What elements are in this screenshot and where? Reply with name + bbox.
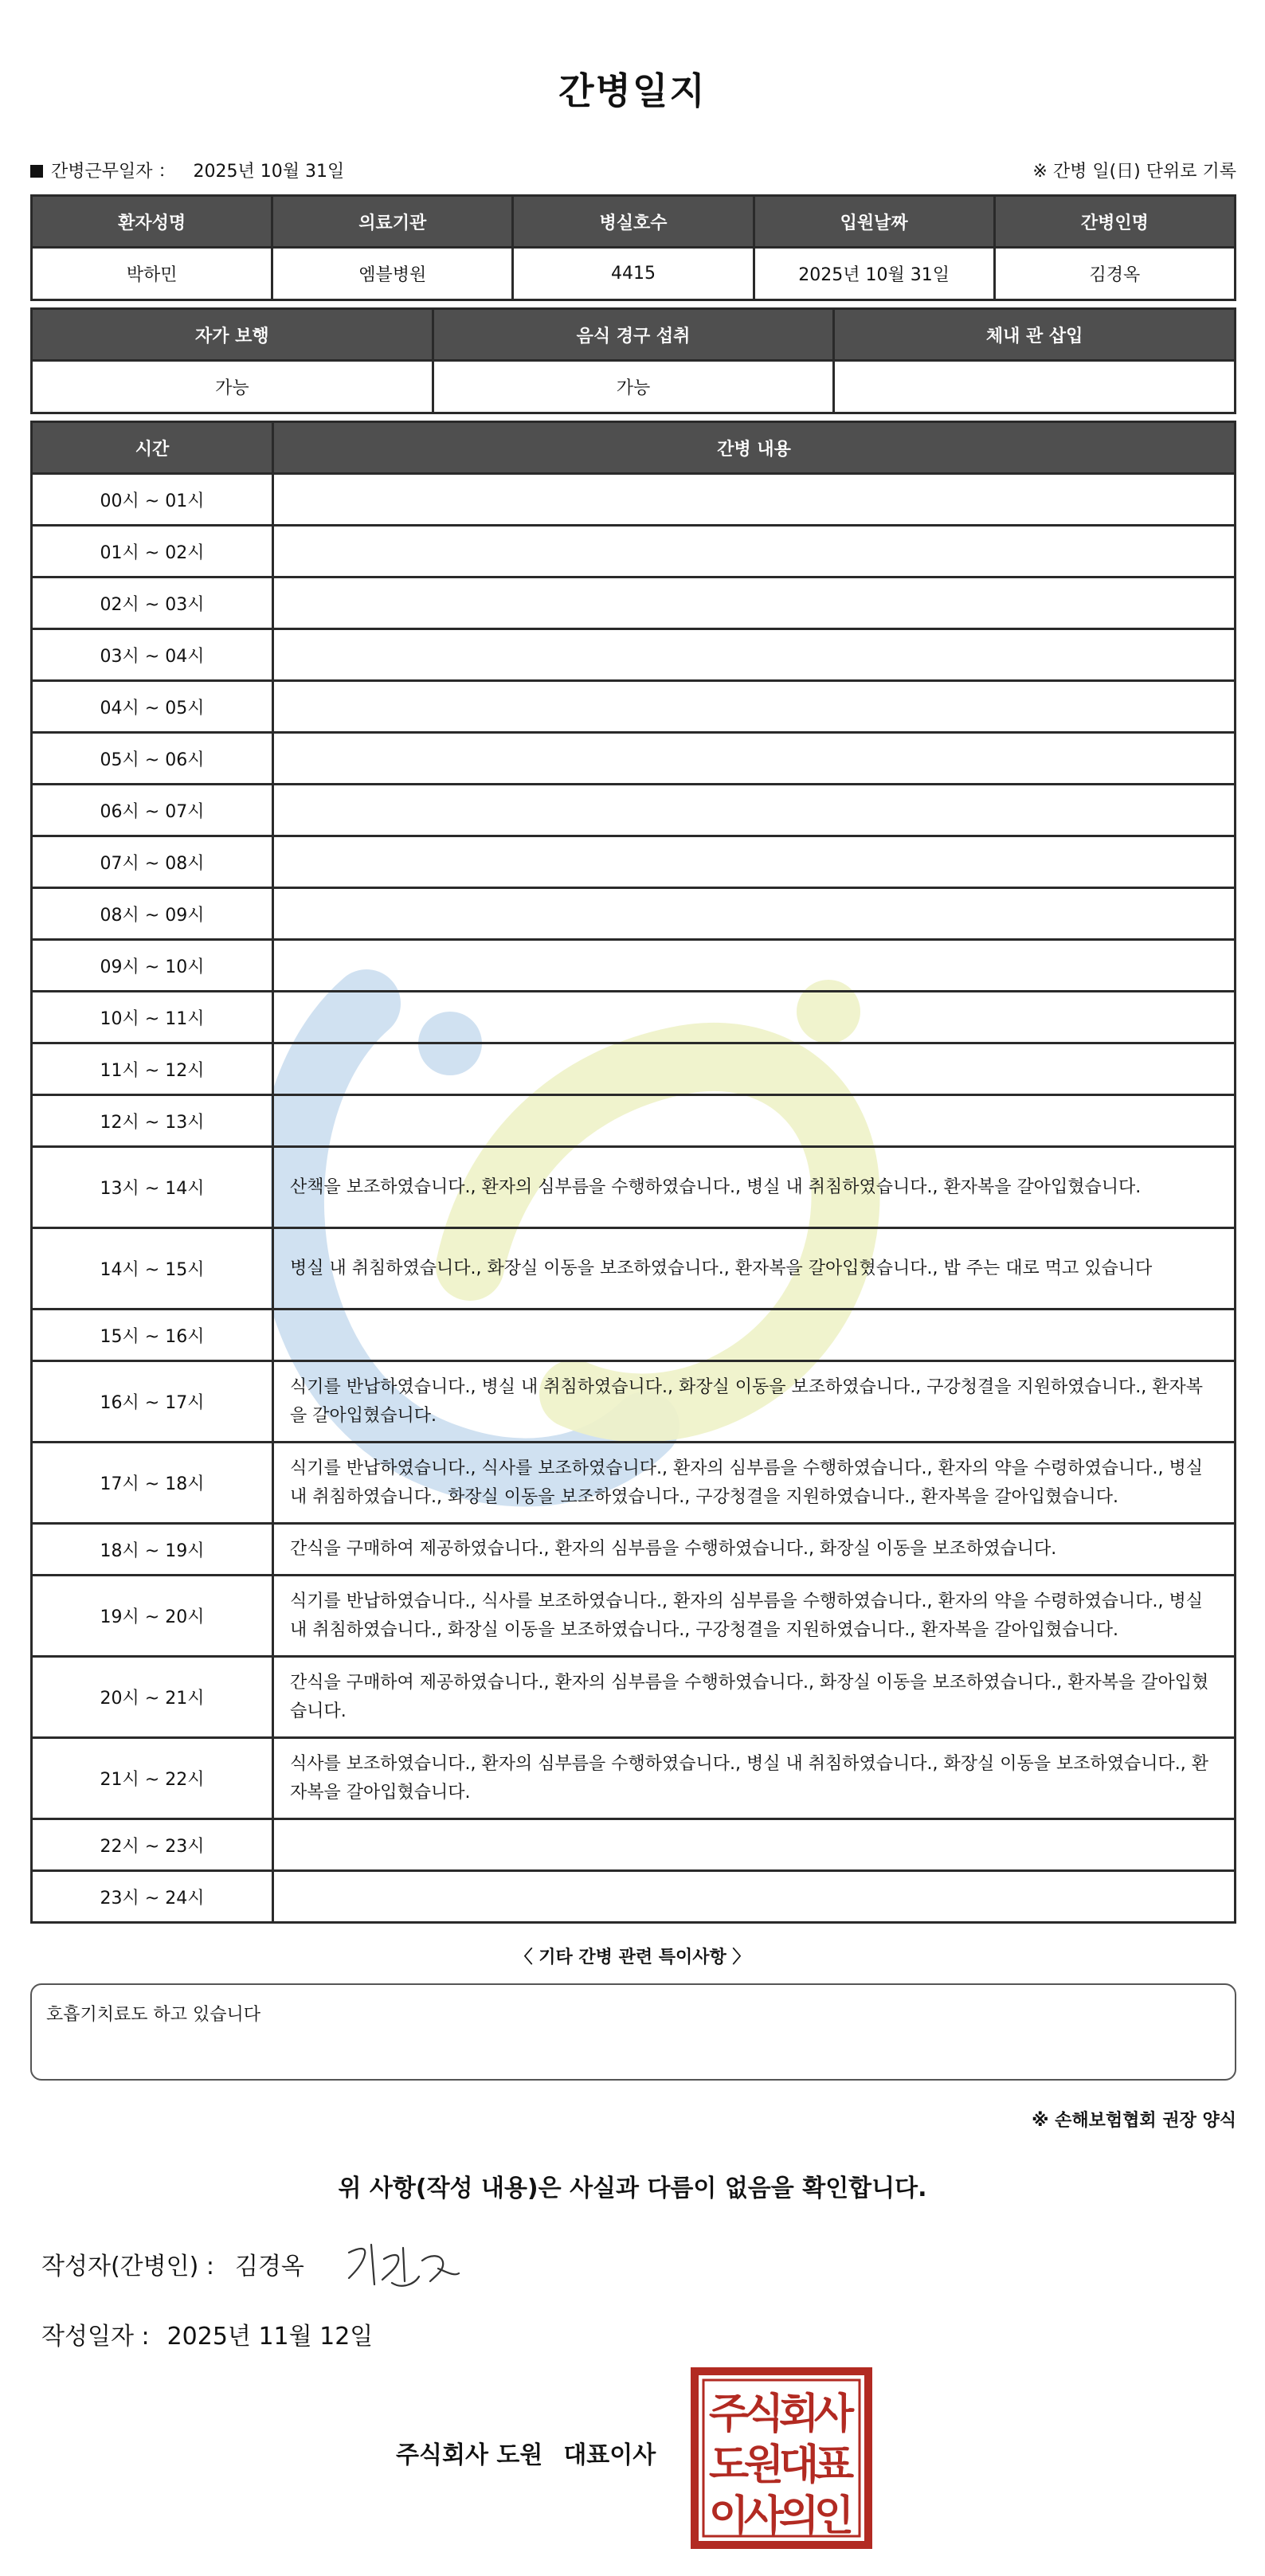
caregiver-name: 김경옥 (994, 248, 1235, 300)
written-date-label: 작성일자 : (41, 2323, 150, 2351)
care-log-row (32, 1576, 1236, 1657)
care-log-content: 식기를 반납하였습니다., 식사를 보조하였습니다., 환자의 심부름을 수행하였습니다., 환자의 약을 수령하였습니다., 병실 내 취침하였습니다., 화장실 이동을 보조하였습니다., 구강청결을 지원하였습니다., 환자복을 갈아입혔습니다. (273, 1576, 1236, 1657)
header-admission-date: 입원날짜 (754, 196, 994, 248)
writer-label: 작성자(간병인) : (41, 2253, 214, 2280)
care-log-time: 08시 ~ 09시 (32, 888, 273, 940)
care-log-time: 03시 ~ 04시 (32, 629, 273, 681)
care-log-content (273, 992, 1236, 1043)
confirmation-statement: 위 사항(작성 내용)은 사실과 다름이 없음을 확인합니다. (338, 2175, 927, 2202)
document-title: 간병일지 (558, 69, 707, 112)
care-log-content (273, 733, 1236, 785)
care-log-content: 병실 내 취침하였습니다., 화장실 이동을 보조하였습니다., 환자복을 갈아입혔습니다., 밥 주는 대로 먹고 있습니다 (273, 1228, 1236, 1310)
care-log-row (32, 629, 1236, 681)
patient-info-header-row (32, 196, 1236, 248)
care-log-time: 22시 ~ 23시 (32, 1819, 273, 1871)
header-caregiver-name: 간병인명 (994, 196, 1235, 248)
work-date-value: 2025년 10월 31일 (193, 162, 345, 182)
special-notes-text: 호흡기치료도 하고 있습니다 (46, 2005, 261, 2025)
care-log-row (32, 888, 1236, 940)
header-tube-insertion: 체내 관 삽입 (834, 309, 1236, 361)
patient-info-value-row (32, 248, 1236, 300)
care-log-time: 00시 ~ 01시 (32, 474, 273, 526)
care-log-body (32, 474, 1236, 1923)
care-log-time: 02시 ~ 03시 (32, 577, 273, 629)
care-log-row (32, 940, 1236, 992)
header-care-content: 간병 내용 (273, 422, 1236, 474)
care-log-row (32, 681, 1236, 733)
ability-value-row (32, 361, 1236, 413)
patient-name: 박하민 (32, 248, 272, 300)
care-log-row (32, 1095, 1236, 1147)
care-log-time: 21시 ~ 22시 (32, 1738, 273, 1819)
company-name: 주식회사 도원 (396, 2441, 543, 2469)
care-log-content (273, 888, 1236, 940)
written-date-line (41, 2316, 373, 2351)
svg-text:표: 표 (813, 2441, 855, 2489)
care-log-content: 식기를 반납하였습니다., 식사를 보조하였습니다., 환자의 심부름을 수행하였습니다., 환자의 약을 수령하였습니다., 병실 내 취침하였습니다., 화장실 이동을 보조하였습니다., 구강청결을 지원하였습니다., 환자복을 갈아입혔습니다. (273, 1443, 1236, 1524)
care-log-content (273, 785, 1236, 836)
work-date-line (30, 158, 344, 182)
special-notes-box (30, 1983, 1236, 2081)
header-oral-intake: 음식 경구 섭취 (433, 309, 834, 361)
care-log-row (32, 1738, 1236, 1819)
care-log-content (273, 474, 1236, 526)
care-log-row (32, 1147, 1236, 1228)
care-log-content: 식기를 반납하였습니다., 병실 내 취침하였습니다., 화장실 이동을 보조하였습니다., 구강청결을 지원하였습니다., 환자복을 갈아입혔습니다. (273, 1361, 1236, 1443)
written-date-value: 2025년 11월 12일 (166, 2323, 374, 2351)
work-date-label: 간병근무일자 ： (51, 162, 176, 182)
svg-text:회: 회 (778, 2390, 820, 2438)
care-log-content (273, 1819, 1236, 1871)
hospital-name: 엠블병원 (272, 248, 513, 300)
header-room-number: 병실호수 (513, 196, 754, 248)
care-log-time: 09시 ~ 10시 (32, 940, 273, 992)
care-log-content: 산책을 보조하였습니다., 환자의 심부름을 수행하였습니다., 병실 내 취침하였습니다., 환자복을 갈아입혔습니다. (273, 1147, 1236, 1228)
care-log-time: 04시 ~ 05시 (32, 681, 273, 733)
svg-text:의: 의 (778, 2492, 820, 2540)
ability-table (30, 307, 1236, 414)
care-log-time: 19시 ~ 20시 (32, 1576, 273, 1657)
care-log-time: 23시 ~ 24시 (32, 1871, 273, 1923)
svg-text:주: 주 (708, 2390, 750, 2438)
care-log-time: 10시 ~ 11시 (32, 992, 273, 1043)
patient-info-table (30, 194, 1236, 301)
writer-line (41, 2246, 304, 2281)
care-log-content (273, 681, 1236, 733)
care-log-time: 11시 ~ 12시 (32, 1043, 273, 1095)
form-source-note: ※ 손해보험협회 권장 양식 (1032, 2111, 1236, 2131)
care-log-content (273, 577, 1236, 629)
care-log-row (32, 1043, 1236, 1095)
svg-text:식: 식 (743, 2390, 785, 2438)
header-patient-name: 환자성명 (32, 196, 272, 248)
care-log-content (273, 1310, 1236, 1361)
admission-date: 2025년 10월 31일 (754, 248, 994, 300)
care-log-time: 13시 ~ 14시 (32, 1147, 273, 1228)
care-log-time: 16시 ~ 17시 (32, 1361, 273, 1443)
care-log-time: 15시 ~ 16시 (32, 1310, 273, 1361)
care-log-row (32, 1524, 1236, 1576)
care-log-row (32, 526, 1236, 577)
care-log-content (273, 1043, 1236, 1095)
care-log-row (32, 785, 1236, 836)
care-log-content: 간식을 구매하여 제공하였습니다., 환자의 심부름을 수행하였습니다., 화장실 이동을 보조하였습니다., 환자복을 갈아입혔습니다. (273, 1657, 1236, 1738)
svg-text:인: 인 (813, 2492, 855, 2540)
care-log-time: 05시 ~ 06시 (32, 733, 273, 785)
self-walking-value: 가능 (32, 361, 433, 413)
tube-insertion-value (834, 361, 1236, 413)
care-log-content (273, 1871, 1236, 1923)
care-log-row (32, 474, 1236, 526)
handwritten-signature (343, 2237, 462, 2292)
care-log-row (32, 733, 1236, 785)
care-log-row (32, 1310, 1236, 1361)
care-log-time: 07시 ~ 08시 (32, 836, 273, 888)
header-hospital: 의료기관 (272, 196, 513, 248)
care-log-content: 식사를 보조하였습니다., 환자의 심부름을 수행하였습니다., 병실 내 취침하였습니다., 화장실 이동을 보조하였습니다., 환자복을 갈아입혔습니다. (273, 1738, 1236, 1819)
care-log-row (32, 1657, 1236, 1738)
care-log-content (273, 1095, 1236, 1147)
company-line (396, 2435, 656, 2470)
svg-text:대: 대 (778, 2441, 820, 2489)
unit-note: ※ 간병 일(日) 단위로 기록 (1032, 162, 1236, 182)
care-log-row (32, 1819, 1236, 1871)
care-log-content (273, 629, 1236, 681)
care-log-row (32, 992, 1236, 1043)
care-log-row (32, 1443, 1236, 1524)
care-log-row (32, 577, 1236, 629)
care-log-time: 17시 ~ 18시 (32, 1443, 273, 1524)
care-log-content (273, 526, 1236, 577)
company-role: 대표이사 (563, 2441, 656, 2469)
care-log-time: 12시 ~ 13시 (32, 1095, 273, 1147)
care-log-row (32, 1361, 1236, 1443)
special-notes-title: 〈 기타 간병 관련 특이사항 〉 (515, 1948, 750, 1967)
header-self-walking: 자가 보행 (32, 309, 433, 361)
company-seal-stamp (691, 2367, 872, 2549)
header-time: 시간 (32, 422, 273, 474)
care-log-row (32, 836, 1236, 888)
svg-text:원: 원 (743, 2441, 785, 2489)
writer-name: 김경옥 (234, 2253, 304, 2280)
care-log-content (273, 836, 1236, 888)
svg-text:이: 이 (708, 2492, 750, 2540)
care-log-time: 06시 ~ 07시 (32, 785, 273, 836)
care-log-content: 간식을 구매하여 제공하였습니다., 환자의 심부름을 수행하였습니다., 화장실 이동을 보조하였습니다. (273, 1524, 1236, 1576)
care-log-row (32, 1871, 1236, 1923)
care-log-time: 20시 ~ 21시 (32, 1657, 273, 1738)
ability-header-row (32, 309, 1236, 361)
care-log-time: 18시 ~ 19시 (32, 1524, 273, 1576)
oral-intake-value: 가능 (433, 361, 834, 413)
care-log-header-row (32, 422, 1236, 474)
care-log-content (273, 940, 1236, 992)
care-log-time: 01시 ~ 02시 (32, 526, 273, 577)
room-number: 4415 (513, 248, 754, 300)
svg-text:사: 사 (743, 2492, 785, 2540)
svg-text:사: 사 (813, 2390, 855, 2438)
square-bullet-icon (30, 165, 43, 178)
care-log-row (32, 1228, 1236, 1310)
care-log-table (30, 421, 1236, 1924)
svg-text:도: 도 (708, 2441, 750, 2489)
care-log-time: 14시 ~ 15시 (32, 1228, 273, 1310)
